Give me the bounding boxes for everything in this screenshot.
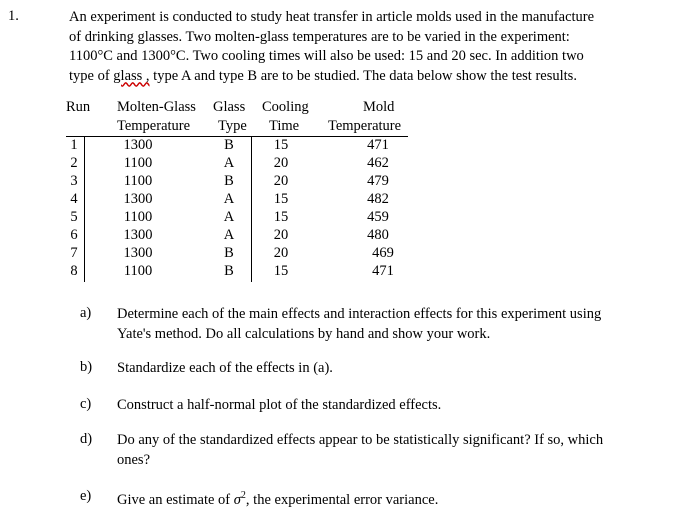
intro-line-3: 1100°C and 1300°C. Two cooling times will also be used: 15 and 20 sec. In addition two	[69, 48, 584, 64]
intro-line-4	[69, 67, 669, 87]
table-cell-temp: 1300	[123, 245, 153, 261]
header-type-line2: Type	[218, 118, 247, 134]
table-cell-temp: 1100	[123, 173, 153, 189]
table-cell-type: B	[224, 173, 234, 189]
table-cell-time: 20	[273, 245, 289, 261]
header-time-line2: Time	[269, 118, 300, 134]
part-b-text: Standardize each of the effects in (a).	[117, 360, 333, 376]
part-a-line-2: Yate's method. Do all calculations by hand and show your work.	[117, 326, 491, 342]
table-cell-mold: 480	[367, 227, 389, 243]
header-run: Run	[66, 99, 91, 115]
table-cell-time: 15	[273, 191, 289, 207]
column-divider-type	[251, 136, 252, 282]
table-cell-mold: 469	[372, 245, 394, 261]
table-cell-time: 15	[273, 263, 289, 279]
table-cell-type: B	[224, 263, 234, 279]
table-cell-run: 2	[70, 155, 78, 171]
sigma-exponent: 2	[240, 490, 246, 501]
table-cell-type: B	[224, 245, 234, 261]
part-c-label: c)	[80, 396, 92, 412]
table-cell-temp: 1100	[123, 209, 153, 225]
table-cell-type: A	[223, 227, 235, 243]
table-cell-mold: 459	[367, 209, 389, 225]
header-type-line1: Glass	[213, 99, 246, 115]
part-c-text: Construct a half-normal plot of the standardized effects.	[117, 397, 442, 413]
part-d-text	[117, 430, 603, 470]
table-cell-time: 20	[273, 155, 289, 171]
table-cell-temp: 1300	[123, 227, 153, 243]
table-cell-mold: 479	[367, 173, 389, 189]
table-cell-run: 7	[70, 245, 78, 261]
table-cell-mold: 462	[367, 155, 389, 171]
part-e-text-end: , the experimental error variance.	[245, 491, 439, 508]
part-d-label: d)	[80, 431, 93, 447]
intro-line-4-start: type of	[69, 67, 114, 84]
part-d-line-2: ones?	[117, 452, 151, 468]
part-e-text-start: Give an estimate of	[117, 491, 234, 508]
problem-intro	[69, 8, 669, 86]
table-cell-time: 15	[273, 137, 289, 153]
part-d-line-1: Do any of the standardized effects appear to be statistically significant? If so, which	[117, 432, 604, 448]
part-a-line-1: Determine each of the main effects and interaction effects for this experiment using	[117, 306, 602, 322]
table-cell-type: A	[223, 155, 235, 171]
header-mold-line1: Mold	[363, 99, 395, 115]
table-cell-temp: 1300	[123, 191, 153, 207]
intro-line-1: An experiment is conducted to study heat transfer in article molds used in the manufacture	[69, 9, 595, 25]
part-e-text	[117, 486, 438, 510]
table-cell-temp: 1100	[123, 263, 153, 279]
table-cell-temp: 1300	[123, 137, 153, 153]
table-cell-type: B	[224, 137, 234, 153]
part-b-label: b)	[80, 359, 93, 375]
part-e-label: e)	[80, 488, 92, 504]
header-mold-line2: Temperature	[328, 118, 402, 134]
table-cell-mold: 471	[367, 137, 389, 153]
problem-number: 1.	[8, 8, 19, 24]
header-time-line1: Cooling	[262, 99, 309, 115]
sigma-symbol: σ	[233, 491, 241, 508]
table-cell-time: 20	[273, 173, 289, 189]
table-cell-mold: 471	[372, 263, 394, 279]
table-cell-run: 3	[70, 173, 78, 189]
column-divider-run	[84, 136, 85, 282]
part-a-text	[117, 304, 601, 344]
table-cell-run: 5	[70, 209, 78, 225]
header-temp-line2: Temperature	[117, 118, 191, 134]
table-cell-type: A	[223, 191, 235, 207]
spellcheck-underlined-text: glass ,	[113, 67, 150, 84]
table-cell-type: A	[223, 209, 235, 225]
intro-line-4-end: type A and type B are to be studied. The data below show the test results.	[149, 67, 577, 84]
header-temp-line1: Molten-Glass	[117, 99, 196, 115]
table-cell-temp: 1100	[123, 155, 153, 171]
table-cell-mold: 482	[367, 191, 389, 207]
table-cell-run: 6	[70, 227, 78, 243]
table-cell-run: 8	[70, 263, 78, 279]
table-cell-time: 15	[273, 209, 289, 225]
part-a-label: a)	[80, 305, 92, 321]
table-cell-time: 20	[273, 227, 289, 243]
table-cell-run: 4	[70, 191, 78, 207]
table-cell-run: 1	[70, 137, 78, 153]
intro-line-2: of drinking glasses. Two molten-glass temperatures are to be varied in the experiment:	[69, 28, 570, 45]
